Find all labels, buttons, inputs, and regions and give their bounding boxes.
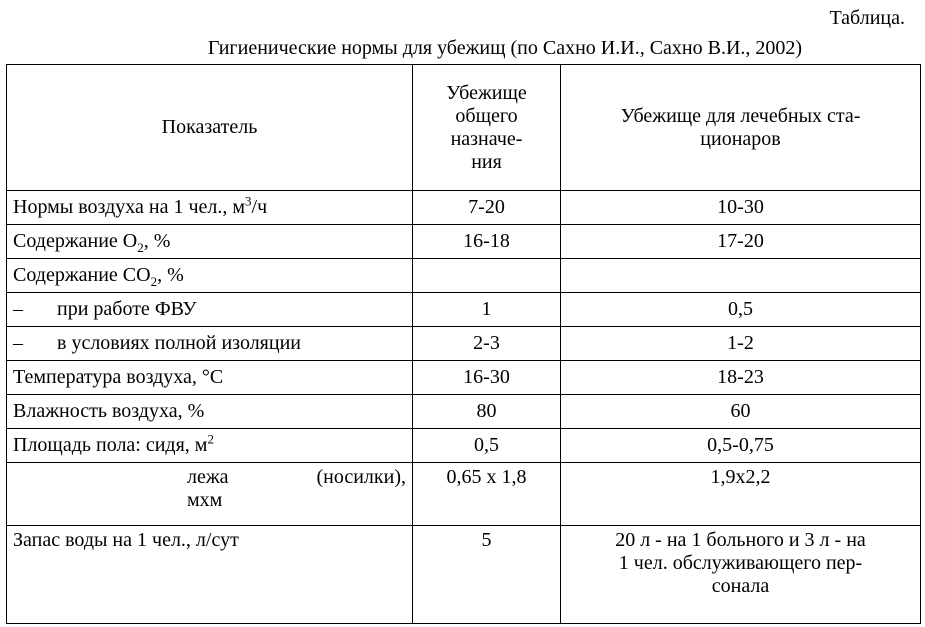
table-row bbox=[7, 225, 921, 259]
table-row bbox=[7, 361, 921, 395]
cell-hospital: 1-2 bbox=[561, 327, 921, 361]
row-label-temperature: Температура воздуха, °С bbox=[7, 361, 413, 395]
row-label-isolation: – в условиях полной изоляции bbox=[7, 327, 413, 361]
cell-hospital: 17-20 bbox=[561, 225, 921, 259]
row-label-fvu: – при работе ФВУ bbox=[7, 293, 413, 327]
table-header-row bbox=[7, 65, 921, 191]
row-label-air-norm: Нормы воздуха на 1 чел., $м^3/ч$ bbox=[7, 191, 413, 225]
cell-general: 7-20 bbox=[413, 191, 561, 225]
cell-hospital: 60 bbox=[561, 395, 921, 429]
table-label: Таблица. bbox=[829, 7, 905, 29]
header-indicator: Показатель bbox=[7, 65, 413, 191]
header-general-shelter: Убежище общего назначе- ния bbox=[413, 65, 561, 191]
cell-hospital: 0,5-0,75 bbox=[561, 429, 921, 463]
table-row bbox=[7, 259, 921, 293]
table-caption: Гигиенические нормы для убежищ (по Сахно И.И., Сахно В.И., 2002) bbox=[207, 37, 803, 59]
row-label-water: Запас воды на 1 чел., л/сут bbox=[7, 526, 413, 624]
cell-general: 80 bbox=[413, 395, 561, 429]
row-label-floor-sitting: Площадь пола: сидя, $м^2$ bbox=[7, 429, 413, 463]
cell-general: 0,65 х 1,8 bbox=[413, 463, 561, 526]
cell-hospital: 1,9х2,2 bbox=[561, 463, 921, 526]
row-label-floor-lying: лежа (носилки), мхм bbox=[7, 463, 413, 526]
row-label-co2: Содержание $CO_2$, % bbox=[7, 259, 413, 293]
hygiene-norms-table bbox=[6, 64, 921, 624]
cell-hospital: 0,5 bbox=[561, 293, 921, 327]
cell-general bbox=[413, 259, 561, 293]
cropped-text-line bbox=[40, 0, 480, 6]
cell-general: 0,5 bbox=[413, 429, 561, 463]
cell-general: 16-18 bbox=[413, 225, 561, 259]
cell-general: 2-3 bbox=[413, 327, 561, 361]
table-row bbox=[7, 395, 921, 429]
row-label-humidity: Влажность воздуха, % bbox=[7, 395, 413, 429]
table-row bbox=[7, 463, 921, 526]
table-row bbox=[7, 429, 921, 463]
cell-hospital: 20 л - на 1 больного и 3 л - на 1 чел. обслуживающего пер- сонала bbox=[561, 526, 921, 624]
table-row bbox=[7, 327, 921, 361]
cell-general: 1 bbox=[413, 293, 561, 327]
cell-hospital: 18-23 bbox=[561, 361, 921, 395]
cell-general: 5 bbox=[413, 526, 561, 624]
header-hospital-shelter: Убежище для лечебных ста- ционаров bbox=[561, 65, 921, 191]
table-row bbox=[7, 526, 921, 624]
cell-general: 16-30 bbox=[413, 361, 561, 395]
row-label-o2: Содержание $O_2$, % bbox=[7, 225, 413, 259]
cell-hospital: 10-30 bbox=[561, 191, 921, 225]
table-row bbox=[7, 293, 921, 327]
cell-hospital bbox=[561, 259, 921, 293]
table-row bbox=[7, 191, 921, 225]
